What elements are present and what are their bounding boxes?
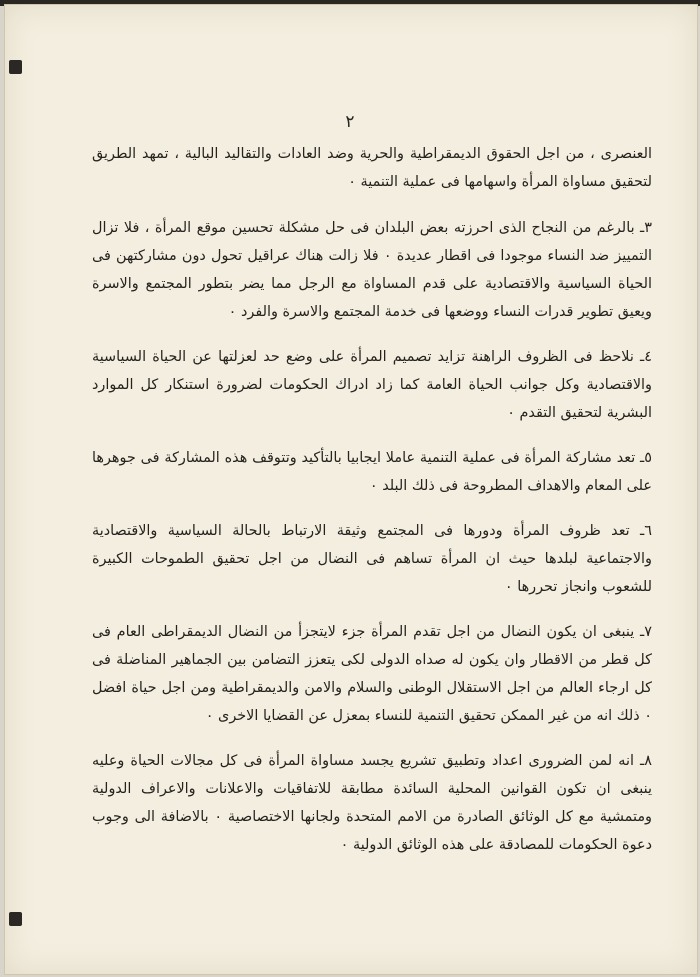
punch-hole-bottom [9,912,22,926]
paragraph-continuation: العنصرى ، من اجل الحقوق الديمقراطية والحرية وضد العادات والتقاليد البالية ، تمهد الطريق لتحقيق مساواة المرأة واسهامها فى عملية التنمية ٠ [92,146,652,190]
paragraph-5: ٥ـ تعد مشاركة المرأة فى عملية التنمية عاملا ايجابيا بالتأكيد وتتوقف هذه المشاركة فى جوهرها على المعام والاهداف المطروحة فى ذلك البلد ٠ [92,450,652,494]
paragraph-3: ٣ـ بالرغم من النجاح الذى احرزته بعض البلدان فى حل مشكلة تحسين موقع المرأة ، فلا تزال التمييز ضد النساء موجودا فى اقطار عديدة ٠ فلا زالت هناك عراقيل تحول دون مشاركتهن فى الحياة السياسية والاقتصادية على قدم المساواة مع الرجل مما يضر بتطور المجتمع والاسرة ويعيق تطوير قدرات النساء ووضعها فى خدمة المجتمع والاسرة والفرد ٠ [92,220,653,320]
paragraph-6: ٦ـ تعد ظروف المرأة ودورها فى المجتمع وثيقة الارتباط بالحالة السياسية والاقتصادية والاجتماعية لبلدها حيث ان المرأة تساهم فى النضال من اجل تحقيق الطموحات الكبيرة للشعوب وانجاز تحررها ٠ [92,523,652,595]
paragraph-8: ٨ـ انه لمن الضرورى اعداد وتطبيق تشريع يجسد مساواة المرأة فى كل مجالات الحياة وعليه ينبغى ان تكون القوانين المحلية السائدة مطابقة للاتفاقيات والاعلانات والاعراف الدولية ومتمشية مع كل الوثائق الصادرة من الامم المتحدة ولجانها الاختصاصية ٠ بالاضافة الى وجوب دعوة الحكومات للمصادقة على هذه الوثائق الدولية ٠ [92,753,652,853]
paragraph-7: ٧ـ ينبغى ان يكون النضال من اجل تقدم المرأة جزء لايتجزأ من النضال الديمقراطى العام فى كل قطر من الاقطار وان يكون له صداه الدولى لكى يتعزز التضامن بين الجماهير المناضلة فى كل ارجاء العالم من اجل الاستقلال الوطنى والسلام والامن والديمقراطية ومن اجل حياة افضل ٠ ذلك انه من غير الممكن تحقيق التنمية للنساء بمعزل عن القضايا الاخرى ٠ [92,624,652,724]
paragraph-4: ٤ـ نلاحظ فى الظروف الراهنة تزايد تصميم المرأة على وضع حد لعزلتها عن الحياة السياسية والاقتصادية وكل جوانب الحياة العامة كما زاد ادراك الحكومات لضرورة استنكار كل الموارد البشرية لتحقيق التقدم ٠ [92,349,652,421]
punch-hole-top [9,60,22,74]
page-number: ٢ [345,112,355,132]
document-body [92,140,652,859]
